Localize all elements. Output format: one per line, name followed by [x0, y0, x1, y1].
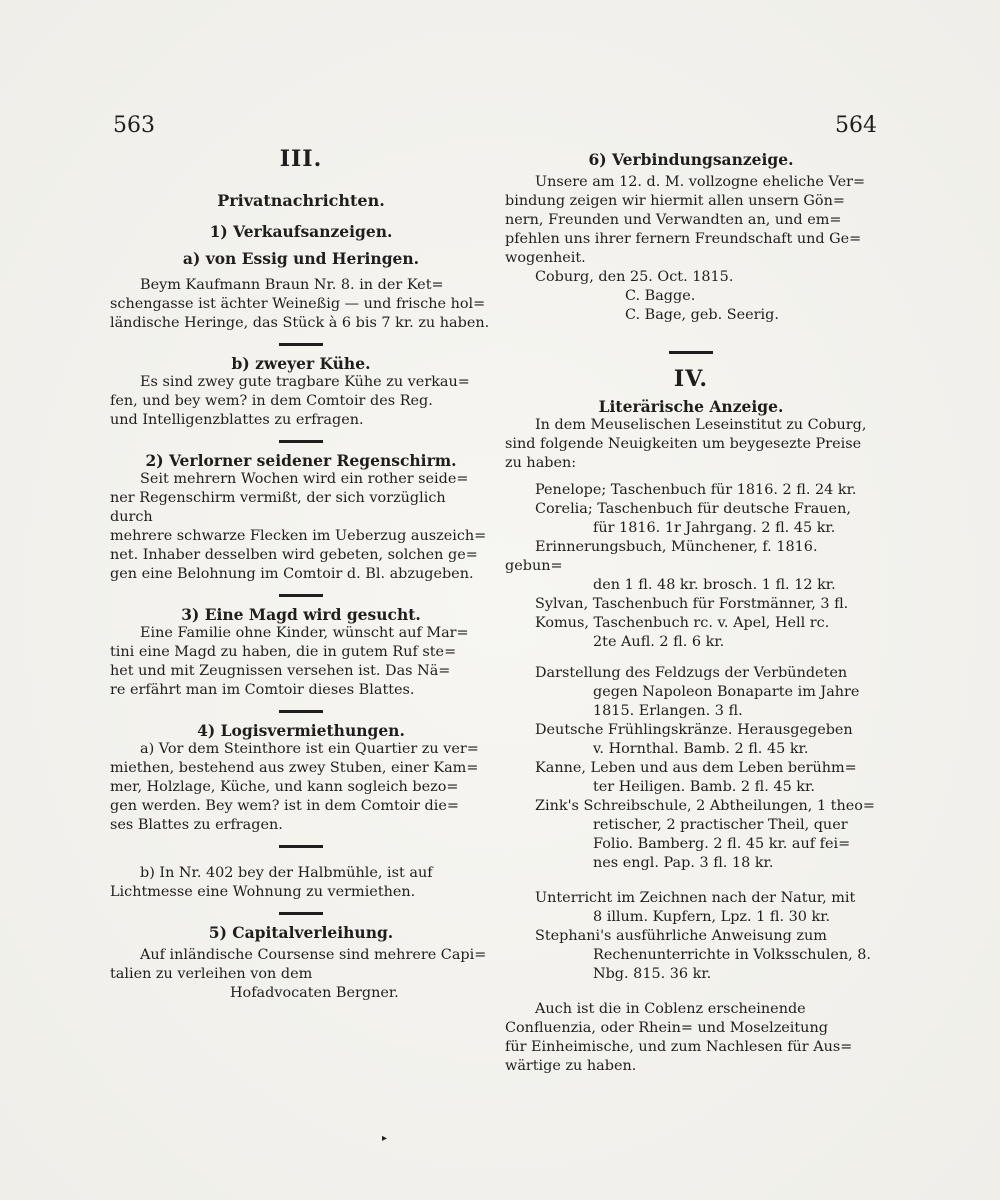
- text-line: ländische Heringe, das Stück à 6 bis 7 kr. zu haben.: [110, 315, 490, 331]
- list-item-continuation: Rechenunterrichte in Volksschulen, 8.: [593, 947, 871, 963]
- text-line: net. Inhaber desselben wird gebeten, solchen ge=: [110, 547, 478, 563]
- list-item-continuation: v. Hornthal. Bamb. 2 fl. 45 kr.: [593, 741, 809, 757]
- list-item: Sylvan, Taschenbuch für Forstmänner, 3 fl.: [535, 596, 849, 612]
- place-date: Coburg, den 25. Oct. 1815.: [535, 269, 734, 285]
- page-number-right: 564: [835, 113, 877, 138]
- paragraph-essig-heringe: [110, 276, 492, 333]
- text-line: re erfährt man im Comtoir dieses Blattes.: [110, 682, 415, 698]
- paragraph-halbmuehle: [110, 864, 492, 902]
- text-line: zu haben:: [505, 455, 577, 471]
- text-line: talien zu verleihen von dem: [110, 966, 313, 982]
- text-line: Beym Kaufmann Braun Nr. 8. in der Ket=: [140, 277, 444, 293]
- text-line: schengasse ist ächter Weineßig — und frische hol=: [110, 296, 486, 312]
- text-line: mer, Holzlage, Küche, und kann sogleich bezo=: [110, 779, 459, 795]
- section-number-iii: III.: [279, 146, 323, 172]
- text-line: und Intelligenzblattes zu erfragen.: [110, 412, 364, 428]
- section-divider: [279, 594, 323, 597]
- text-line: gen werden. Bey wem? ist in dem Comtoir die=: [110, 798, 459, 814]
- heading-essig-heringe: a) von Essig und Heringen.: [182, 249, 420, 268]
- text-line: het und mit Zeugnissen versehen ist. Das Nä=: [110, 663, 451, 679]
- heading-verkaufsanzeigen: 1) Verkaufsanzeigen.: [209, 222, 393, 241]
- heading-kuehe: b) zweyer Kühe.: [231, 354, 371, 373]
- paragraph-verbindung: [505, 173, 877, 325]
- list-item-continuation: retischer, 2 practischer Theil, quer: [593, 817, 848, 833]
- section-divider: [279, 845, 323, 848]
- section-title-privatnachrichten: Privatnachrichten.: [217, 191, 385, 210]
- list-item-continuation: Folio. Bamberg. 2 fl. 45 kr. auf fei=: [593, 836, 851, 852]
- text-line: ses Blattes zu erfragen.: [110, 817, 283, 833]
- heading-capitalverleihung: 5) Capitalverleihung.: [208, 923, 394, 942]
- list-item: Corelia; Taschenbuch für deutsche Frauen,: [535, 501, 851, 517]
- text-line: Lichtmesse eine Wohnung zu vermiethen.: [110, 884, 416, 900]
- text-line: Auf inländische Coursense sind mehrere Capi=: [140, 947, 487, 963]
- paragraph-steinthor: [110, 740, 492, 835]
- text-line: Unsere am 12. d. M. vollzogne eheliche Ver=: [535, 174, 866, 190]
- book-list-taschenbuecher: [505, 481, 877, 652]
- text-line: Seit mehrern Wochen wird ein rother seide=: [140, 471, 469, 487]
- list-item-continuation: den 1 fl. 48 kr. brosch. 1 fl. 12 kr.: [593, 577, 836, 593]
- paragraph-regenschirm: [110, 470, 492, 584]
- book-list-unterricht: [505, 889, 877, 984]
- section-divider: [279, 440, 323, 443]
- list-item: Penelope; Taschenbuch für 1816. 2 fl. 24 kr.: [535, 482, 857, 498]
- text-line: bindung zeigen wir hiermit allen unsern Gön=: [505, 193, 845, 209]
- text-line: gen eine Belohnung im Comtoir d. Bl. abzugeben.: [110, 566, 474, 582]
- heading-literaerische-anzeige: Literärische Anzeige.: [598, 397, 784, 416]
- page-number-left: 563: [113, 113, 155, 138]
- list-item-continuation: ter Heiligen. Bamb. 2 fl. 45 kr.: [593, 779, 815, 795]
- signature-bagge: C. Bagge.: [625, 288, 696, 304]
- text-line: pfehlen uns ihrer fernern Freundschaft und Ge=: [505, 231, 862, 247]
- list-item: Deutsche Frühlingskränze. Herausgegeben: [535, 722, 853, 738]
- list-item: Darstellung des Feldzugs der Verbündeten: [535, 665, 848, 681]
- text-line: mehrere schwarze Flecken im Ueberzug auszeich=: [110, 528, 487, 544]
- list-item-continuation: 2te Aufl. 2 fl. 6 kr.: [593, 634, 725, 650]
- text-line: wärtige zu haben.: [505, 1058, 637, 1074]
- paragraph-capitalverleihung: [110, 946, 492, 1003]
- section-divider: [279, 710, 323, 713]
- list-item-continuation: 1815. Erlangen. 3 fl.: [593, 703, 743, 719]
- text-line: Es sind zwey gute tragbare Kühe zu verkau=: [140, 374, 470, 390]
- text-line: Auch ist die in Coblenz erscheinende: [535, 1001, 806, 1017]
- heading-magd: 3) Eine Magd wird gesucht.: [181, 605, 421, 624]
- text-line: nern, Freunden und Verwandten an, und em=: [505, 212, 842, 228]
- heading-verbindungsanzeige: 6) Verbindungsanzeige.: [588, 150, 794, 169]
- left-column: [110, 146, 492, 1003]
- section-divider: [279, 343, 323, 346]
- list-item: Zink's Schreibschule, 2 Abtheilungen, 1 theo=: [535, 798, 875, 814]
- text-line: Confluenzia, oder Rhein= und Moselzeitung: [505, 1020, 828, 1036]
- text-line: In dem Meuselischen Leseinstitut zu Coburg,: [535, 417, 867, 433]
- list-item: Kanne, Leben und aus dem Leben berühm=: [535, 760, 857, 776]
- heading-regenschirm: 2) Verlorner seidener Regenschirm.: [145, 451, 457, 470]
- list-item: Erinnerungsbuch, Münchener, f. 1816. gebun=: [505, 539, 818, 574]
- signature-bage-seerig: C. Bage, geb. Seerig.: [625, 307, 779, 323]
- list-item-continuation: 8 illum. Kupfern, Lpz. 1 fl. 30 kr.: [593, 909, 831, 925]
- heading-logisvermiethungen: 4) Logisvermiethungen.: [197, 721, 405, 740]
- text-line: ner Regenschirm vermißt, der sich vorzüglich durch: [110, 490, 446, 525]
- list-item: Komus, Taschenbuch rc. v. Apel, Hell rc.: [535, 615, 830, 631]
- text-line: wogenheit.: [505, 250, 586, 266]
- paragraph-intro: [505, 416, 877, 473]
- list-item: Stephani's ausführliche Anweisung zum: [535, 928, 827, 944]
- list-item-continuation: Nbg. 815. 36 kr.: [593, 966, 712, 982]
- signature-bergner: Hofadvocaten Bergner.: [230, 985, 399, 1001]
- text-line: tini eine Magd zu haben, die in gutem Ruf ste=: [110, 644, 457, 660]
- text-line: fen, und bey wem? in dem Comtoir des Reg.: [110, 393, 433, 409]
- text-line: sind folgende Neuigkeiten um beygesezte Preise: [505, 436, 862, 452]
- right-column: [505, 150, 877, 1076]
- book-list-werke: [505, 664, 877, 873]
- section-number-iv: IV.: [673, 366, 709, 392]
- text-line: a) Vor dem Steinthore ist ein Quartier zu ver=: [140, 741, 479, 757]
- section-divider: [279, 912, 323, 915]
- text-line: b) In Nr. 402 bey der Halbmühle, ist auf: [140, 865, 433, 881]
- text-line: für Einheimische, und zum Nachlesen für Aus=: [505, 1039, 853, 1055]
- page-mark: ▸: [382, 1133, 388, 1144]
- text-line: Eine Familie ohne Kinder, wünscht auf Mar=: [140, 625, 469, 641]
- list-item-continuation: gegen Napoleon Bonaparte im Jahre: [593, 684, 860, 700]
- list-item-continuation: für 1816. 1r Jahrgang. 2 fl. 45 kr.: [593, 520, 836, 536]
- list-item-continuation: nes engl. Pap. 3 fl. 18 kr.: [593, 855, 774, 871]
- list-item: Unterricht im Zeichnen nach der Natur, mit: [535, 890, 856, 906]
- text-line: miethen, bestehend aus zwey Stuben, einer Kam=: [110, 760, 479, 776]
- paragraph-kuehe: [110, 373, 492, 430]
- paragraph-confluenzia: [505, 1000, 877, 1076]
- section-divider: [669, 351, 713, 354]
- paragraph-magd: [110, 624, 492, 700]
